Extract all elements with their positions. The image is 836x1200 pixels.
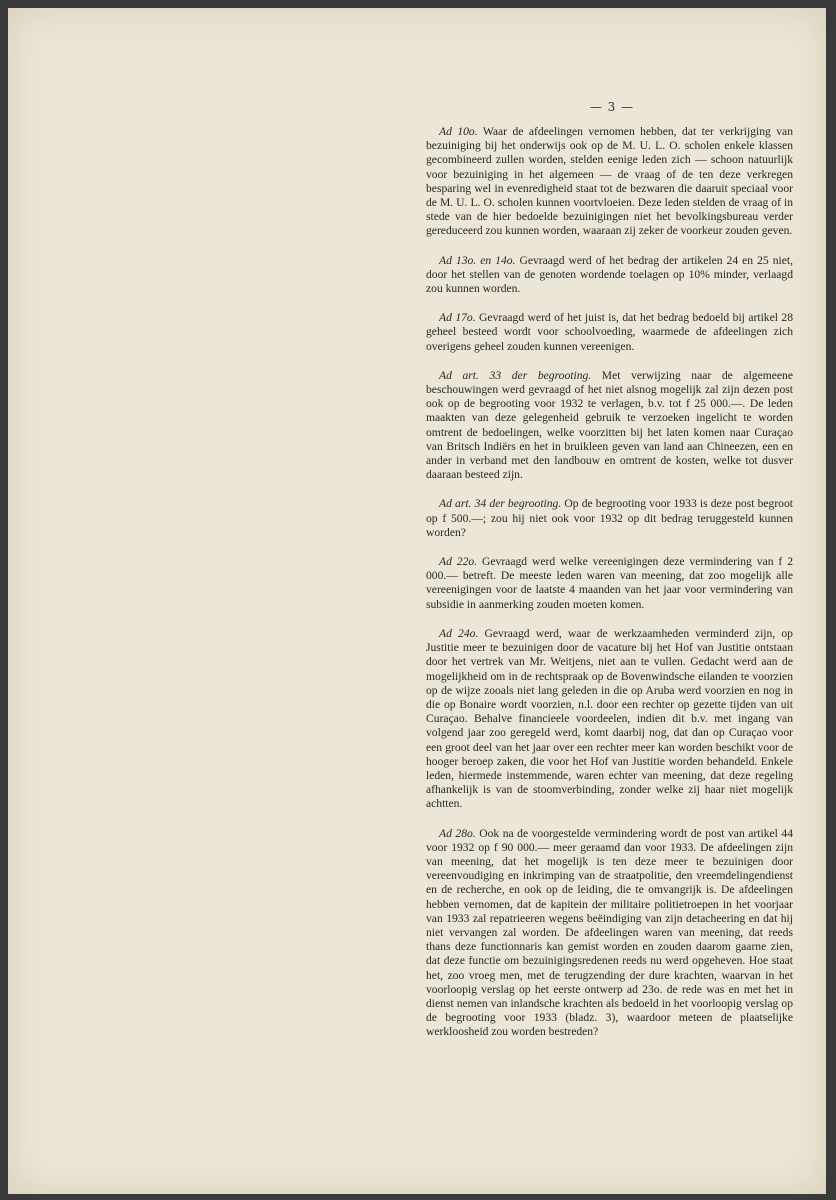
paragraph-lead: Ad 28o. <box>439 826 476 840</box>
paragraph-ad-art-34 <box>426 497 793 540</box>
paragraph-text: Op de begrooting voor 1933 is deze post begroot op f 500.—; zou hij niet ook voor 1932 op dit bedrag teruggesteld kunnen worden? <box>426 497 793 539</box>
paragraph-text: Gevraagd werd of het bedrag der artikelen 24 en 25 niet, door het stellen van de genoten wordende toelagen op 10% minder, verlaagd zou kunnen worden. <box>426 253 793 296</box>
document-page <box>8 8 826 1194</box>
paragraph-ad-13-14 <box>426 254 793 297</box>
paragraph-lead: Ad 22o. <box>439 555 478 569</box>
paragraph-ad-17 <box>426 311 793 354</box>
paragraph-lead: Ad 24o. <box>439 626 479 640</box>
paragraph-text: Gevraagd werd of het juist is, dat het bedrag bedoeld bij artikel 28 geheel besteed wordt voor schoolvoeding, waarmede de afdeelingen zich overigens geheel zouden kunnen vereenigen. <box>426 311 793 353</box>
paragraph-lead: Ad art. 33 der begrooting. <box>439 368 592 382</box>
text-column <box>426 125 793 1055</box>
paragraph-ad-22 <box>426 555 793 612</box>
paragraph-lead: Ad 13o. en 14o. <box>439 253 516 267</box>
paragraph-lead: Ad art. 34 der begrooting. <box>439 497 562 511</box>
paragraph-text: Waar de afdeelingen vernomen hebben, dat ter verkrijging van bezuiniging bij het onderwijs ook op de M. U. L. O. scholen enkele klassen gecombineerd zullen worden, stelden eenige leden zich — schoon natuurlijk voor bezuiniging in het algemeen — de vraag of de ten deze verkregen besparing wel in evenredigheid staat tot de bezwaren die daaruit speciaal voor de M. U. L. O. scholen kunnen voortvloeien. Deze leden stelden de vraag of in stede van de hier bedoelde bezuinigingen niet het bevolkingsbureau verder gereduceerd zou kunnen worden, waaraan zij zeker de voorkeur zouden geven. <box>426 125 793 238</box>
page-number: — 3 — <box>589 100 635 114</box>
paragraph-ad-28 <box>426 827 793 1040</box>
paragraph-lead: Ad 10o. <box>439 125 478 138</box>
paragraph-text: Gevraagd werd welke vereenigingen deze vermindering van f 2 000.— betreft. De meeste leden waren van meening, dat zoo mogelijk alle vereenigingen voor de laatste 4 maanden van het jaar voor vermindering van subsidie in aanmerking zouden moeten komen. <box>426 555 793 611</box>
paragraph-text: Gevraagd werd, waar de werkzaamheden verminderd zijn, op Justitie meer te bezuinigen door de vacature bij het Hof van Justitie ontstaan door het vertrek van Mr. Weitjens, niet aan te vullen. Gedacht werd aan de mogelijkheid om in de rechtspraak op de Bovenwindsche eilanden te voorzien op de wijze zooals niet lang geleden in die op Aruba werd voorzien en nog in die op Bonaire wordt voorzien, n.l. door een rechter op gezette tijden van uit Curaçao. Behalve financieele voordeelen, indien dit b.v. met ingang van volgend jaar zoo geregeld werd, komt daarbij nog, dat dan op Curaçao voor een groot deel van het jaar over een rechter meer kan worden beschikt voor de hooger beroep zaken, die voor het Hof van Justitie worden behandeld. Enkele leden, hiermede instemmende, waren echter van meening, dat deze regeling afhankelijk is van de stoomverbinding, zonder welke zij haar niet mogelijk achtten. <box>426 626 793 811</box>
paragraph-lead: Ad 17o. <box>439 311 476 325</box>
paragraph-ad-10 <box>426 125 793 239</box>
paragraph-ad-art-33 <box>426 369 793 483</box>
paragraph-ad-24 <box>426 627 793 812</box>
paragraph-text: Met verwijzing naar de algemeene beschouwingen werd gevraagd of het niet alsnog mogelijk zal zijn dezen post ook op de begrooting voor 1932 te verlagen, b.v. tot f 25 000.—. De leden maakten van deze gelegenheid gebruik te verzoeken ingelicht te worden omtrent de bedoelingen, welke voorzitten bij het laten komen naar Curaçao van Britsch Indiërs en het in bruikleen geven van land aan Chineezen, een en ander in verband met den landbouw en omtrent de kosten, welke tot dusver daaraan besteed zijn. <box>426 368 793 482</box>
paragraph-text: Ook na de voorgestelde vermindering wordt de post van artikel 44 voor 1932 op f 90 000.— meer geraamd dan voor 1933. De afdeelingen zijn van meening, dat het mogelijk is ten deze meer te bezuinigen door vereenvoudiging en inkrimping van de straatpolitie, den vreemdelingendienst en de recherche, en ook op de leiding, die te omvangrijk is. De afdeelingen hebben vernomen, dat de kapitein der militaire politietroepen in het voorjaar van 1933 zal repatrieeren wegens beëindiging van zijn detacheering en dat hij niet vervangen zal worden. De afdeelingen waren van meening, dat reeds thans deze functionnaris kan gemist worden en zouden daarom gaarne zien, dat deze functie om bezuinigingsredenen reeds nu werd opgeheven. Hoe staat het, zoo vroeg men, met de terugzending der dure krachten, waarvan in het voorloopig verslag op het eerste ontwerp ad 23o. de rede was en met het in dienst nemen van inlandsche krachten als bedoeld in het voorloopig verslag op de begrooting voor 1933 (bladz. 3), waardoor meteen de plaatselijke werkloosheid zou worden bestreden? <box>426 826 793 1039</box>
